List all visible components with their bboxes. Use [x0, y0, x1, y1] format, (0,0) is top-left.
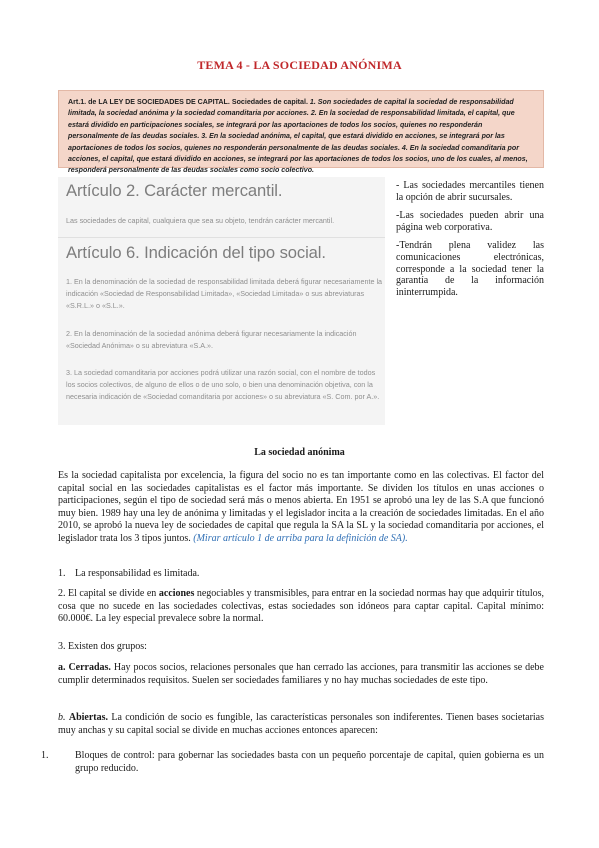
group-b [58, 712, 544, 737]
article-2-text: Las sociedades de capital, cualquiera que sea su objeto, tendrán carácter mercantil. [66, 216, 335, 225]
article-6-heading: Artículo 6. Indicación del tipo social. [66, 243, 326, 262]
group-a [58, 662, 544, 687]
page-title: TEMA 4 - LA SOCIEDAD ANÓNIMA [197, 58, 402, 72]
group-a-text: Hay pocos socios, relaciones personales que han cerrado las acciones, para transmitir las acciones se debe cumplir determinados requisitos. Suelen ser sociedades familiares y no hay muchas sociedades de este tipo. [58, 662, 544, 686]
sub-point-1-text: Bloques de control: para gobernar las sociedades basta con un pequeño porcentaje de capital, quien gobierna es un grupo reducido. [75, 750, 544, 774]
article-reference-link[interactable]: (Mirar artículo 1 de arriba para la definición de SA). [193, 532, 408, 544]
group-a-label: a. Cerradas. [58, 662, 111, 673]
point-1-number: 1. [58, 568, 66, 579]
law-excerpt-body: 1. Son sociedades de capital la sociedad de responsabilidad limitada, la sociedad anónima y la sociedad comanditaria por acciones. 2. En la sociedad de responsabilidad limitada, el capital, que estará dividido en participaciones sociales, se integrará por las aportaciones de todos los socios, quienes no responderán personalmente de las deudas sociales. 3. En la sociedad anónima, el capital, que estará dividido en acciones, se integrará por las aportaciones de todos los socios, quienes no responderán personalmente de las deudas sociales. 4. En la sociedad comanditaria por acciones, el capital, que estará dividido en acciones, se integrará por las aportaciones de todos los socios, uno de los cuales, al menos, responderá personalmente de las deudas sociales como socio colectivo. [68, 98, 528, 175]
articles-screenshot [58, 177, 385, 425]
article-6-paragraph-1: 1. En la denominación de la sociedad de responsabilidad limitada deberá figurar necesariamente la indicación «Sociedad de Responsabilidad Limitada», «Sociedad Limitada» o sus abreviaturas «S.R.L.» o «S.L.». [66, 277, 383, 311]
point-1-text: La responsabilidad es limitada. [75, 568, 200, 579]
law-excerpt-lead: Art.1. de LA LEY DE SOCIEDADES DE CAPITAL. Sociedades de capital. [68, 98, 308, 106]
point-1 [58, 568, 544, 581]
side-notes [396, 180, 544, 305]
sub-point-1-number: 1. [41, 750, 49, 761]
side-note: -Tendrán plena validez las comunicaciones electrónicas, corresponde a la sociedad tener la garantía de la información ininterrumpida. [396, 240, 544, 298]
intro-text: Es la sociedad capitalista por excelencia, la figura del socio no es tan importante como en las colectivas. El factor del capital social en las sociedades capitalistas es el factor más importante. Se dividen los títulos en unas acciones o participaciones, según el tipo de sociedad será más o menos abierta. En 1951 se aprobó una ley de las S.A que funcionó muy bien. 1989 hay una ley de anónima y limitadas y el legislador incita a la creación de sociedades limitadas. En el año 2010, se aprobó la nueva ley de sociedades de capital que regula la SA la SL y la sociedad comanditaria por acciones, el legislador trata los 3 tipos juntos. [58, 470, 544, 544]
group-b-prefix: b. [58, 712, 66, 723]
point-2-text-start: 2. El capital se divide en [58, 588, 159, 599]
intro-paragraph [58, 470, 544, 546]
point-2-text-end: negociables y transmisibles, para entrar en la sociedad normas hay que adquirir títulos, cosa que no sucede en las sociedades colectivas, estas sociedades son idóneos para captar capital. Capital mínimo: 60.000€. La ley especial prevalece sobre la normal. [58, 588, 544, 625]
group-b-label: Abiertas. [68, 712, 109, 723]
point-2-keyword: acciones [158, 588, 195, 599]
point-2 [58, 588, 544, 626]
article-6-paragraph-3: 3. La sociedad comanditaria por acciones podrá utilizar una razón social, con el nombre de todos los socios colectivos, de alguno de ellos o de uno solo, o bien una denominación objetiva, con la necesaria indicación de «Sociedad comanditaria por acciones» o su abreviatura «S. Com. por A.». [66, 368, 380, 402]
sub-point-1 [41, 750, 544, 775]
article-6-paragraph-2: 2. En la denominación de la sociedad anónima deberá figurar necesariamente la indicación «Sociedad Anónima» o su abreviatura «S.A.». [66, 329, 357, 351]
point-3: 3. Existen dos grupos: [58, 641, 147, 652]
law-excerpt-box [58, 90, 544, 175]
side-note: - Las sociedades mercantiles tienen la opción de abrir sucursales. [396, 180, 544, 203]
article-divider [58, 237, 385, 238]
group-b-text: La condición de socio es fungible, las características personales son indiferentes. Tienen bases societarias muy anchas y su capital social se divide en muchas acciones entonces aparecen: [58, 712, 545, 736]
side-note: -Las sociedades pueden abrir una página web corporativa. [396, 210, 544, 233]
section-title: La sociedad anónima [254, 447, 345, 458]
article-2-heading: Artículo 2. Carácter mercantil. [66, 181, 283, 200]
